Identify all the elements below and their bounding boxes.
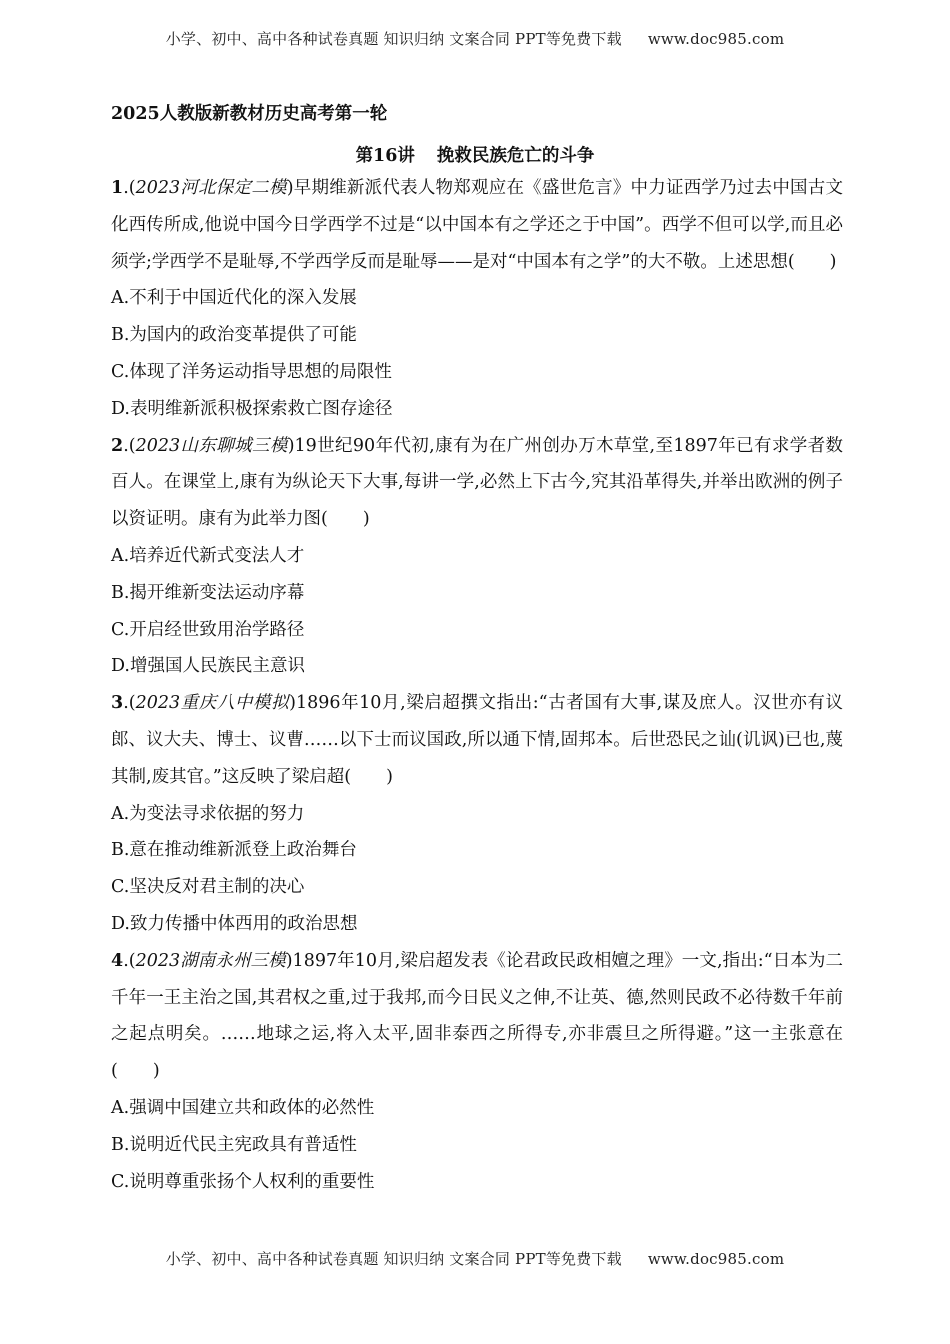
question-3 — [111, 685, 843, 943]
option-b: B.意在推动维新派登上政治舞台 — [111, 840, 357, 861]
footer-text: 小学、初中、高中各种试卷真题 知识归纳 文案合同 PPT等免费下载 — [165, 1250, 622, 1268]
header-text: 小学、初中、高中各种试卷真题 知识归纳 文案合同 PPT等免费下载 — [165, 30, 622, 48]
question-list — [111, 170, 843, 1200]
question-number: 3 — [111, 693, 124, 714]
option-b: B.说明近代民主宪政具有普适性 — [111, 1134, 357, 1155]
option-a: A.强调中国建立共和政体的必然性 — [111, 1097, 375, 1118]
lecture-label: 第16讲 — [355, 146, 415, 166]
page-footer — [0, 1248, 950, 1269]
option-c: C.开启经世致用治学路径 — [111, 619, 305, 640]
question-number: 4 — [111, 950, 124, 971]
question-body: )19世纪90年代初,康有为在广州创办万木草堂,至1897年已有求学者数百人。在课堂上,康有为纵论天下大事,每讲一学,必然上下古今,究其沿革得失,并举出欧洲的例子以资证明。康有为此举力图( ) — [111, 435, 843, 530]
question-source: 2023山东聊城三模 — [135, 435, 288, 456]
question-stem: 2.(2023山东聊城三模)19世纪90年代初,康有为在广州创办万木草堂,至1897年已有求学者数百人。在课堂上,康有为纵论天下大事,每讲一学,必然上下古今,究其沿革得失,并举出欧洲的例子以资证明。康有为此举力图( ) — [111, 435, 843, 530]
question-number: 2 — [111, 435, 124, 456]
question-source: 2023重庆八中模拟 — [135, 693, 290, 714]
question-stem: 3.(2023重庆八中模拟)1896年10月,梁启超撰文指出:“古者国有大事,谋及庶人。汉世亦有议郎、议大夫、博士、议曹……以下士而议国政,所以通下情,固邦本。后世恐民之讪(讥讽)已也,蔑其制,废其官。”这反映了梁启超( ) — [111, 693, 843, 787]
option-a: A.培养近代新式变法人才 — [111, 545, 305, 566]
option-d: D.表明维新派积极探索救亡图存途径 — [111, 398, 393, 419]
option-a: A.为变法寻求依据的努力 — [111, 803, 305, 824]
question-stem: 4.(2023湖南永州三模)1897年10月,梁启超发表《论君政民政相嬗之理》一文,指出:“日本为二千年一王主治之国,其君权之重,过于我邦,而今日民义之伸,不让英、德,然则民政不必待数千年前之起点明矣。……地球之运,将入太平,固非泰西之所得专,亦非震旦之所得避。”这一主张意在( ) — [111, 950, 843, 1082]
question-4 — [111, 943, 843, 1201]
question-number: 1 — [111, 178, 124, 198]
question-body: )早期维新派代表人物郑观应在《盛世危言》中力证西学乃过去中国古文化西传所成,他说中国今日学西学不过是“以中国本有之学还之于中国”。西学不但可以学,而且必须学;学西学不是耻辱,不学西学反而是耻辱——是对“中国本有之学”的大不敬。上述思想( ) — [111, 178, 844, 272]
option-c: C.说明尊重张扬个人权利的重要性 — [111, 1171, 375, 1192]
document-title: 2025人教版新教材历史高考第一轮 — [111, 104, 388, 124]
option-a: A.不利于中国近代化的深入发展 — [111, 288, 357, 309]
header-site: www.doc985.com — [647, 30, 785, 48]
question-stem: 1.(2023河北保定二模)早期维新派代表人物郑观应在《盛世危言》中力证西学乃过去中国古文化西传所成,他说中国今日学西学不过是“以中国本有之学还之于中国”。西学不但可以学,而且必须学;学西学不是耻辱,不学西学反而是耻辱——是对“中国本有之学”的大不敬。上述思想( ) — [111, 178, 844, 272]
question-2 — [111, 428, 843, 686]
page-header — [0, 28, 950, 49]
question-source: 2023湖南永州三模 — [135, 950, 286, 971]
option-d: D.增强国人民族民主意识 — [111, 656, 305, 677]
option-b: B.为国内的政治变革提供了可能 — [111, 325, 357, 346]
question-body: )1897年10月,梁启超发表《论君政民政相嬗之理》一文,指出:“日本为二千年一王主治之国,其君权之重,过于我邦,而今日民义之伸,不让英、德,然则民政不必待数千年前之起点明矣。……地球之运,将入太平,固非泰西之所得专,亦非震旦之所得避。”这一主张意在( ) — [111, 950, 843, 1082]
option-c: C.坚决反对君主制的决心 — [111, 877, 305, 898]
question-source: 2023河北保定二模 — [135, 178, 287, 198]
question-1 — [111, 170, 843, 428]
option-c: C.体现了洋务运动指导思想的局限性 — [111, 361, 392, 382]
option-b: B.揭开维新变法运动序幕 — [111, 582, 305, 603]
lecture-name: 挽救民族危亡的斗争 — [436, 146, 595, 166]
lecture-title — [0, 142, 950, 167]
option-d: D.致力传播中体西用的政治思想 — [111, 913, 358, 934]
footer-site: www.doc985.com — [647, 1250, 785, 1268]
question-body: )1896年10月,梁启超撰文指出:“古者国有大事,谋及庶人。汉世亦有议郎、议大夫、博士、议曹……以下士而议国政,所以通下情,固邦本。后世恐民之讪(讥讽)已也,蔑其制,废其官。”这反映了梁启超( ) — [111, 693, 843, 787]
